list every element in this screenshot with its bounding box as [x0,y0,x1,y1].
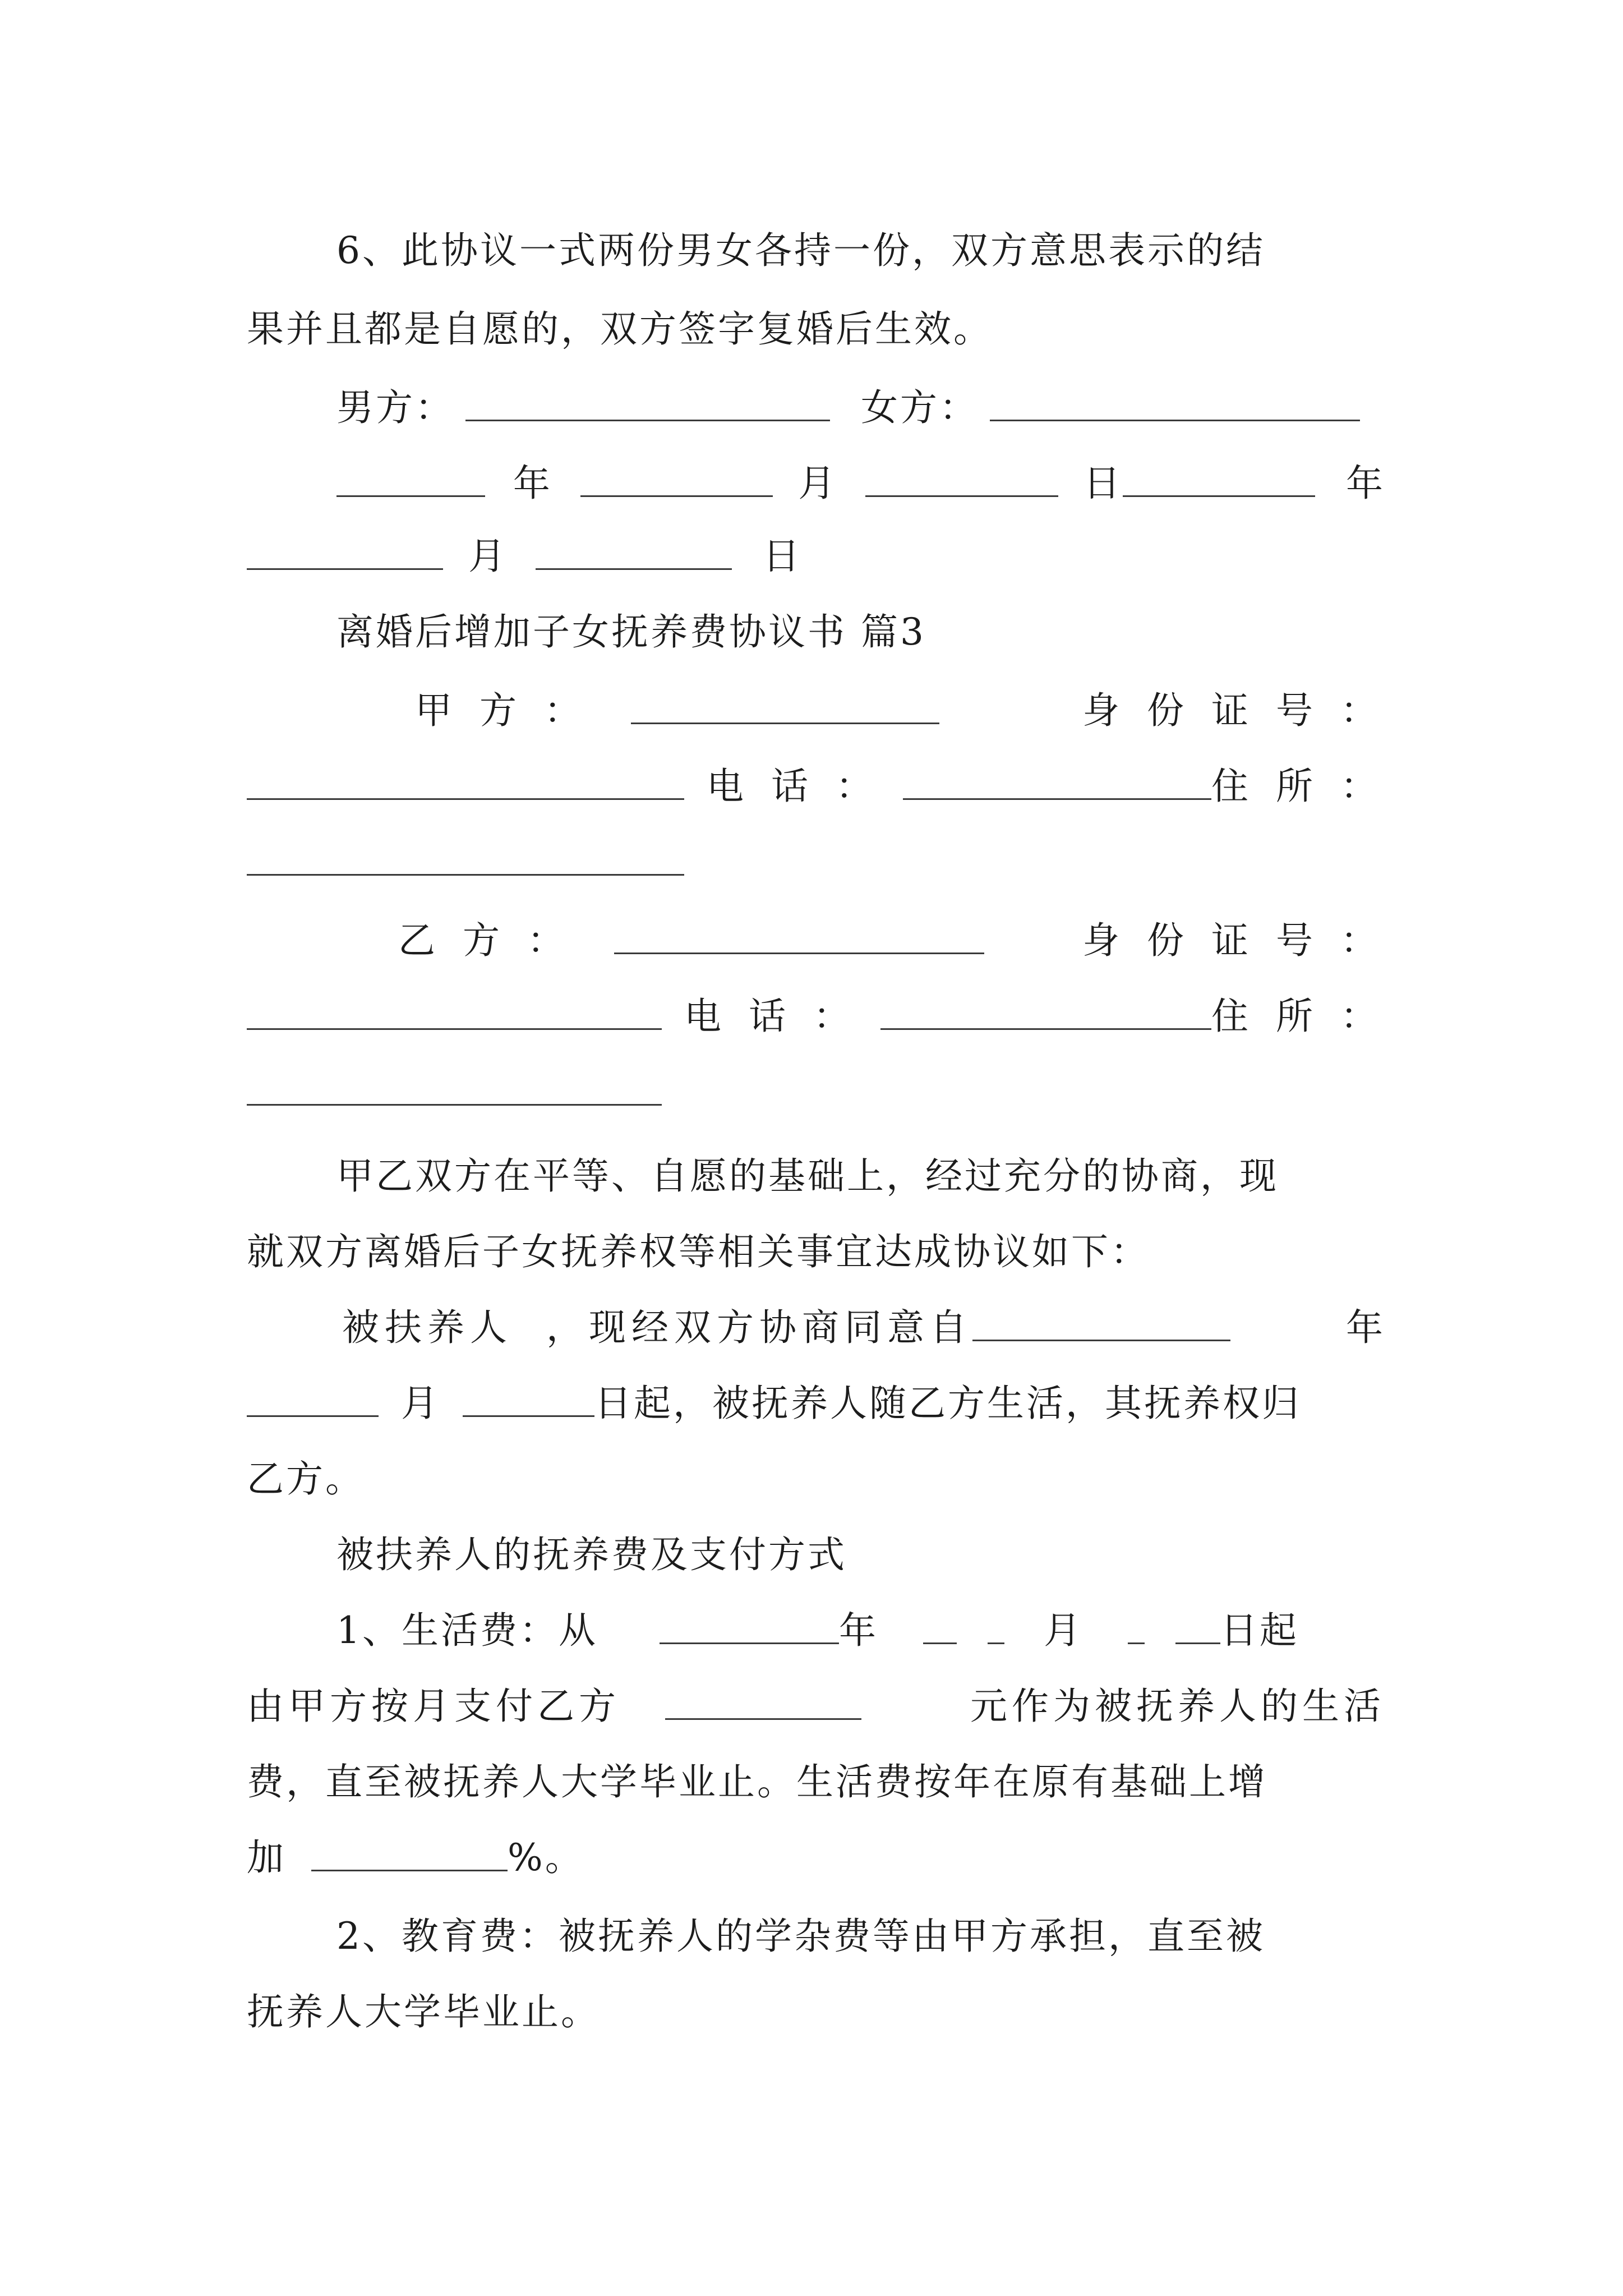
item-1-day-label: 日起 [1220,1608,1299,1652]
custody-text-4: 乙方。 [247,1457,365,1501]
custody-line-3 [247,1444,1385,1506]
item-1-line-4 [247,1823,1385,1885]
party-a-label: 甲 方 ： [415,688,589,732]
party-b-line-3 [247,1057,1385,1119]
party-a-phone-label: 电 话 ： [707,764,880,808]
item-2-line-1 [336,1902,1385,1963]
party-a-address-label: 住 所 ： [1211,764,1385,808]
item-1-text-2b: 元作为被抚养人的生活 [970,1684,1385,1728]
party-a-line-2 [247,752,1385,813]
male-day-label: 日 [1083,461,1123,505]
female-day-field[interactable] [536,536,732,570]
custody-year-label: 年 [1346,1305,1385,1349]
male-month-field[interactable] [580,463,773,497]
party-a-name-field[interactable] [631,690,939,724]
date-line-1 [336,449,1385,510]
male-signature-label: 男方： [336,385,454,429]
item-1-text-4b: %。 [508,1835,584,1879]
male-year-label: 年 [513,461,552,505]
item-1-year-label: 年 [839,1608,878,1652]
custody-line-2 [247,1369,1385,1430]
male-day-field[interactable] [865,463,1058,497]
party-b-address-label: 住 所 ： [1211,994,1385,1038]
custody-month-label: 月 [401,1381,440,1425]
clause-6-text-2: 果并且都是自愿的，双方签字复婚后生效。 [247,307,993,351]
intro-line-2 [247,1217,1385,1279]
party-b-line-1 [398,906,1385,968]
item-1-prefix: 1、生活费：从 [336,1608,598,1652]
item-1-line-2 [247,1672,1385,1733]
party-b-phone-field[interactable] [880,996,1211,1030]
item-1-text-4a: 加 [247,1835,286,1879]
party-b-name-field[interactable] [614,920,984,954]
female-month-field[interactable] [247,536,443,570]
custody-day-field[interactable] [463,1383,594,1417]
item-1-line-1 [336,1596,1385,1658]
clause-6-line-2 [247,295,1385,356]
party-a-line-3 [247,827,1385,889]
custody-line-1 [342,1293,1385,1355]
party-b-id-label: 身 份 证 号 ： [1082,918,1385,962]
custody-month-field[interactable] [247,1383,379,1417]
female-day-label: 日 [763,534,802,578]
item-2-line-2 [247,1977,1385,2039]
custody-text-3: 日起，被抚养人随乙方生活，其抚养权归 [594,1381,1301,1425]
party-b-id-field[interactable] [247,996,662,1030]
party-b-line-2 [247,982,1385,1043]
item-1-text-3: 费，直至被抚养人大学毕业止。生活费按年在原有基础上增 [247,1760,1267,1803]
item-1-month-field-b[interactable] [988,1610,1004,1644]
male-year-field[interactable] [336,463,485,497]
party-a-id-label: 身 份 证 号 ： [1082,688,1385,732]
female-year-label: 年 [1346,461,1386,505]
male-month-label: 月 [798,461,838,505]
support-heading-text: 被扶养人的抚养费及支付方式 [336,1533,847,1576]
female-signature-label: 女方： [861,385,979,429]
signature-line [336,373,1385,435]
intro-text-2: 就双方离婚后子女抚养权等相关事宜达成协议如下： [247,1230,1150,1273]
item-1-year-field[interactable] [660,1610,839,1644]
party-a-line-1 [415,676,1385,738]
party-b-address-field[interactable] [247,1071,662,1106]
custody-text-1: 被扶养人 [342,1305,513,1349]
item-1-day-field-b[interactable] [1175,1610,1220,1644]
custody-year-field[interactable] [972,1307,1230,1341]
item-1-line-3 [247,1747,1385,1809]
female-month-label: 月 [468,534,508,578]
item-2-text-2: 抚养人大学毕业止。 [247,1990,600,2033]
item-1-day-field-a[interactable] [1128,1610,1145,1644]
item-1-month-field-a[interactable] [923,1610,957,1644]
intro-text-1: 甲乙双方在平等、自愿的基础上，经过充分的协商，现 [336,1154,1279,1198]
clause-6-text-1: 6、此协议一式两份男女各持一份，双方意思表示的结 [336,228,1265,272]
female-year-field[interactable] [1123,463,1315,497]
clause-6-line-1 [336,216,1385,278]
custody-text-2: ，现经双方协商同意自 [546,1305,972,1349]
party-b-phone-label: 电 话 ： [684,994,858,1038]
party-a-address-field[interactable] [247,841,684,876]
item-1-amount-field[interactable] [665,1686,861,1720]
section-title [336,597,1385,659]
party-a-phone-field[interactable] [903,766,1211,800]
item-1-text-2a: 由甲方按月支付乙方 [247,1684,620,1728]
female-signature-field[interactable] [990,387,1360,421]
date-line-2 [247,522,1385,583]
item-1-month-label: 月 [1044,1608,1083,1652]
intro-line-1 [336,1142,1385,1203]
male-signature-field[interactable] [465,387,830,421]
section-title-text: 离婚后增加子女抚养费协议书 篇3 [336,610,926,654]
party-b-label: 乙 方 ： [398,918,572,962]
item-1-percent-field[interactable] [311,1837,508,1871]
support-heading [336,1520,1385,1582]
item-2-text-1: 2、教育费：被抚养人的学杂费等由甲方承担，直至被 [336,1914,1265,1958]
party-a-id-field[interactable] [247,766,684,800]
